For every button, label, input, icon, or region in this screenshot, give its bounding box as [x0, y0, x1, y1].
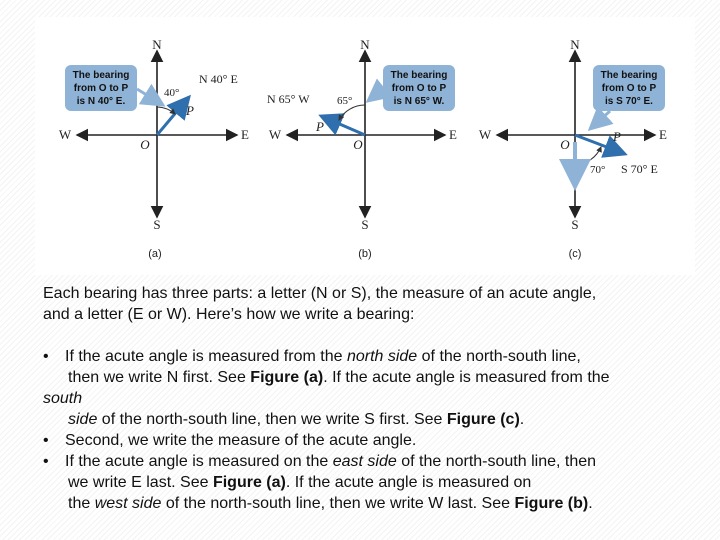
- caption: (c): [568, 248, 582, 260]
- text-span: then we write N first. See: [68, 369, 251, 386]
- point-p-label: P: [613, 129, 621, 144]
- point-p-label: P: [316, 119, 324, 134]
- callout-line-2: from O to P: [391, 83, 447, 94]
- callout-line-1: The bearing: [600, 70, 658, 81]
- text-span: we write E last. See: [68, 474, 213, 491]
- south-label: S: [571, 217, 579, 232]
- west-label: W: [478, 127, 492, 142]
- angle-arc: [575, 147, 601, 165]
- north-label: N: [570, 37, 580, 52]
- bearing-label: N 65° W: [267, 92, 310, 106]
- diagram-a: [59, 37, 249, 260]
- callout-line-3: is N 40° E.: [76, 96, 126, 107]
- bullet-1-line-1: [43, 346, 693, 367]
- bullet-1-line-4: [43, 409, 693, 430]
- origin-label: O: [560, 137, 570, 152]
- emphasis-side: side: [68, 411, 98, 428]
- east-label: E: [241, 127, 249, 142]
- text-span: .: [519, 411, 525, 428]
- diagram-b: [267, 37, 457, 260]
- figure-ref-a: Figure (a): [250, 369, 324, 386]
- angle-label: 70°: [590, 164, 606, 176]
- diagram-c: [479, 37, 667, 260]
- callout-pointer: [368, 89, 383, 101]
- bullet-1-line-2: [43, 367, 693, 388]
- text-span: Second, we write the measure of the acute angle.: [65, 432, 417, 449]
- callout-pointer: [590, 111, 610, 129]
- callout-line-1: The bearing: [390, 70, 448, 81]
- callout-line-3: is S 70° E.: [605, 96, 653, 107]
- bearing-label: N 40° E: [199, 72, 238, 86]
- text-span: .: [588, 495, 593, 512]
- emphasis-east-side: east side: [332, 453, 397, 470]
- text-span: of the north-south line, then we write W last. See: [161, 495, 515, 512]
- callout-line-3: is N 65° W.: [393, 96, 445, 107]
- bullet-3-line-1: [43, 451, 693, 472]
- angle-arc: [339, 105, 365, 120]
- east-label: E: [449, 127, 457, 142]
- caption: (b): [358, 248, 372, 260]
- text-span: If the acute angle is measured from the: [65, 348, 347, 365]
- explanation-text: [43, 283, 693, 514]
- origin-label: O: [353, 137, 363, 152]
- bullet-2: [43, 430, 693, 451]
- point-p-label: P: [186, 103, 194, 118]
- bullet-3-line-3: [43, 493, 693, 514]
- emphasis-north-side: north side: [346, 348, 418, 365]
- angle-label: 65°: [337, 95, 353, 107]
- south-label: S: [361, 217, 369, 232]
- text-span: of the north-south line,: [417, 348, 581, 365]
- east-label: E: [659, 127, 667, 142]
- figure-ref-b: Figure (b): [514, 495, 589, 512]
- text-span: of the north-south line, then we write S first. See: [97, 411, 447, 428]
- bearing-label: S 70° E: [621, 162, 658, 176]
- text-span: If the acute angle is measured on the: [65, 453, 333, 470]
- callout-pointer: [137, 89, 163, 105]
- intro-line-1: Each bearing has three parts: a letter (N or S), the measure of an acute angle,: [43, 285, 597, 302]
- bearing-diagrams-svg: [35, 17, 695, 275]
- figure-ref-a: Figure (a): [212, 474, 286, 491]
- west-label: W: [268, 127, 282, 142]
- west-label: W: [58, 127, 72, 142]
- bearing-figure: [35, 17, 695, 275]
- callout-line-2: from O to P: [601, 83, 657, 94]
- south-label: S: [153, 217, 161, 232]
- angle-label: 40°: [164, 87, 180, 99]
- figure-ref-c: Figure (c): [446, 411, 520, 428]
- text-span: . If the acute angle is measured from the: [323, 369, 610, 386]
- bullet-marker: •: [43, 432, 49, 449]
- angle-arc: [157, 107, 175, 114]
- bullet-3-line-2: [43, 472, 693, 493]
- callout-line-1: The bearing: [72, 70, 130, 81]
- bearing-ray: [321, 116, 365, 135]
- intro-line-2: and a letter (E or W). Here’s how we write a bearing:: [43, 306, 415, 323]
- bullet-marker: •: [43, 348, 49, 365]
- text-span: the: [68, 495, 95, 512]
- bullet-marker: •: [43, 453, 49, 470]
- north-label: N: [360, 37, 370, 52]
- emphasis-south: south: [43, 390, 83, 407]
- callout-line-2: from O to P: [73, 83, 129, 94]
- caption: (a): [148, 248, 162, 260]
- text-span: . If the acute angle is measured on: [285, 474, 532, 491]
- origin-label: O: [140, 137, 150, 152]
- text-span: of the north-south line, then: [396, 453, 597, 470]
- north-label: N: [152, 37, 162, 52]
- bullet-1-line-3: [43, 388, 693, 409]
- emphasis-west-side: west side: [94, 495, 162, 512]
